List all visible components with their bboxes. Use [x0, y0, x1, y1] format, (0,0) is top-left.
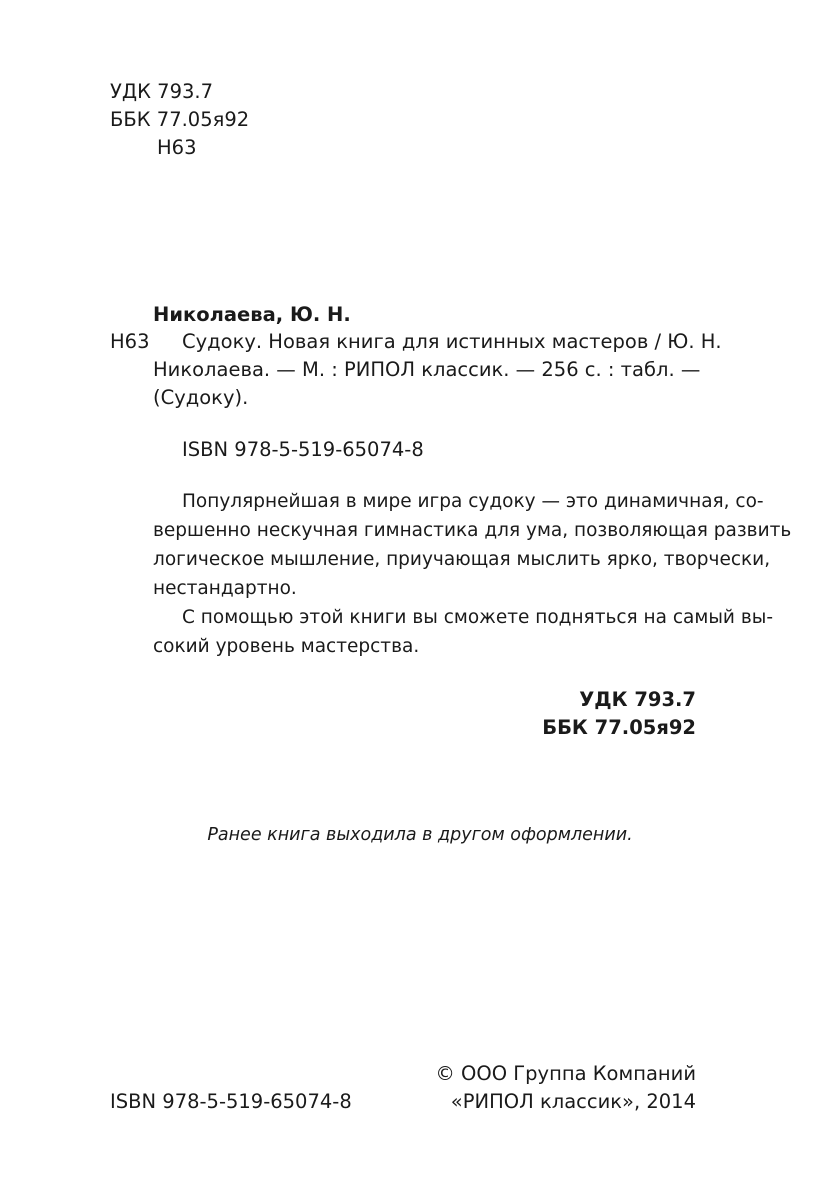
annotation-p2-line-2: сокий уровень мастерства.	[153, 636, 420, 657]
annotation-p1-line-1: Популярнейшая в мире игра судоку — это динамичная, со-	[182, 491, 764, 512]
copyright-line-1: © ООО Группа Компаний	[435, 1062, 696, 1085]
annotation-p1-line-3: логическое мышление, приучающая мыслить ярко, творчески,	[153, 549, 771, 570]
classification-bbk: ББК 77.05я92	[542, 716, 696, 739]
record-title-line-3: (Судоку).	[153, 386, 249, 409]
record-author: Николаева, Ю. Н.	[153, 303, 351, 326]
annotation-p2-line-1: С помощью этой книги вы сможете подняться на самый вы-	[182, 607, 774, 628]
top-bbk: ББК 77.05я92	[110, 108, 250, 131]
annotation-p1-line-2: вершенно нескучная гимнастика для ума, позволяющая развить	[153, 520, 792, 541]
annotation-p1-line-4: нестандартно.	[153, 578, 297, 599]
record-sign: Н63	[110, 330, 150, 353]
record-title-line-2: Николаева. — М. : РИПОЛ классик. — 256 с. : табл. —	[153, 358, 701, 381]
footer-isbn: ISBN 978-5-519-65074-8	[110, 1090, 352, 1113]
record-isbn: ISBN 978-5-519-65074-8	[182, 438, 424, 461]
edition-note: Ранее книга выходила в другом оформлении.	[207, 825, 633, 845]
copyright-line-2: «РИПОЛ классик», 2014	[450, 1090, 696, 1113]
top-author-sign: Н63	[157, 136, 197, 159]
top-udk: УДК 793.7	[110, 80, 213, 103]
record-title-line-1: Судоку. Новая книга для истинных мастеров / Ю. Н.	[182, 330, 722, 353]
classification-udk: УДК 793.7	[579, 688, 696, 711]
